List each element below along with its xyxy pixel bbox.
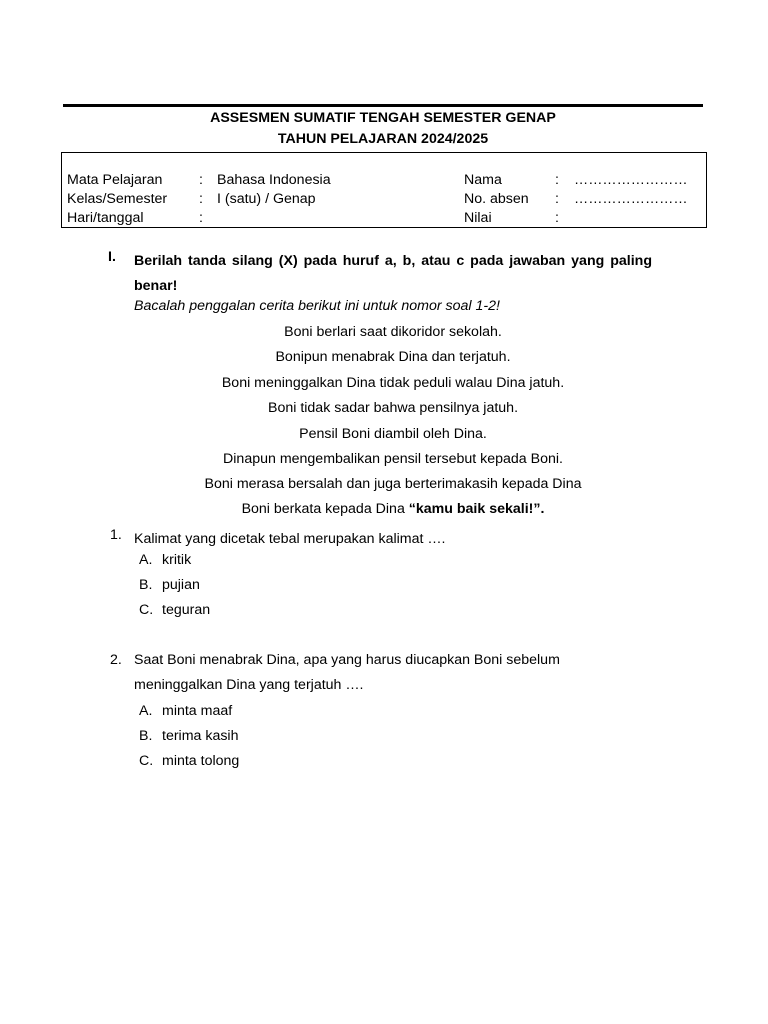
- info-label-class: Kelas/Semester: [67, 191, 168, 207]
- story-line: Boni merasa bersalah dan juga berterimakasih kepada Dina: [204, 476, 582, 492]
- info-colon: :: [555, 172, 559, 188]
- story-line: Dinapun mengembalikan pensil tersebut kepada Boni.: [223, 451, 563, 467]
- option-text: minta maaf: [162, 703, 233, 719]
- academic-year: TAHUN PELAJARAN 2024/2025: [277, 131, 489, 147]
- story-line: Boni tidak sadar bahwa pensilnya jatuh.: [267, 400, 519, 416]
- story-line: Pensil Boni diambil oleh Dina.: [299, 426, 487, 442]
- student-info-box: [61, 152, 707, 228]
- question-number: 2.: [110, 652, 122, 668]
- header-rule: [63, 104, 703, 107]
- info-label-date: Hari/tanggal: [67, 210, 144, 226]
- option-letter: B.: [139, 577, 153, 593]
- info-value-name: ……………………: [574, 172, 688, 188]
- story-line-quote: [80, 501, 706, 517]
- info-label-subject: Mata Pelajaran: [67, 172, 163, 188]
- story-line: Bonipun menabrak Dina dan terjatuh.: [275, 349, 511, 365]
- option-text: minta tolong: [162, 753, 240, 769]
- info-value-class: I (satu) / Genap: [217, 191, 316, 207]
- info-label-name: Nama: [464, 172, 502, 188]
- option-letter: C.: [139, 753, 154, 769]
- question-number: 1.: [110, 527, 122, 543]
- option-text: terima kasih: [162, 728, 239, 744]
- reading-instruction: Bacalah penggalan cerita berikut ini untuk nomor soal 1-2!: [134, 298, 500, 314]
- info-value-absen: ……………………: [574, 191, 688, 207]
- info-colon: :: [199, 172, 203, 188]
- option-text: kritik: [162, 552, 192, 568]
- option-text: teguran: [162, 602, 211, 618]
- option-letter: B.: [139, 728, 153, 744]
- option-letter: A.: [139, 703, 153, 719]
- story-line: Boni berlari saat dikoridor sekolah.: [284, 324, 502, 340]
- question-text: Saat Boni menabrak Dina, apa yang harus diucapkan Boni sebelum meninggalkan Dina yang terjatuh ….: [134, 652, 560, 693]
- exam-title: ASSESMEN SUMATIF TENGAH SEMESTER GENAP: [210, 110, 556, 126]
- info-label-absen: No. absen: [464, 191, 529, 207]
- story-line: Boni meninggalkan Dina tidak peduli walau Dina jatuh.: [221, 375, 565, 391]
- info-value-subject: Bahasa Indonesia: [217, 172, 331, 188]
- info-colon: :: [555, 191, 559, 207]
- info-colon: :: [199, 210, 203, 226]
- question-text: Kalimat yang dicetak tebal merupakan kalimat ….: [134, 531, 446, 547]
- option-letter: A.: [139, 552, 153, 568]
- bold-quote: “kamu baik sekali!”.: [408, 501, 545, 517]
- info-label-score: Nilai: [464, 210, 492, 226]
- info-colon: :: [555, 210, 559, 226]
- option-letter: C.: [139, 602, 154, 618]
- section-number: I.: [108, 249, 116, 265]
- info-colon: :: [199, 191, 203, 207]
- option-text: pujian: [162, 577, 200, 593]
- story-line-prefix: Boni berkata kepada Dina: [241, 501, 409, 517]
- section-instruction: Berilah tanda silang (X) pada huruf a, b, atau c pada jawaban yang paling benar!: [134, 253, 652, 294]
